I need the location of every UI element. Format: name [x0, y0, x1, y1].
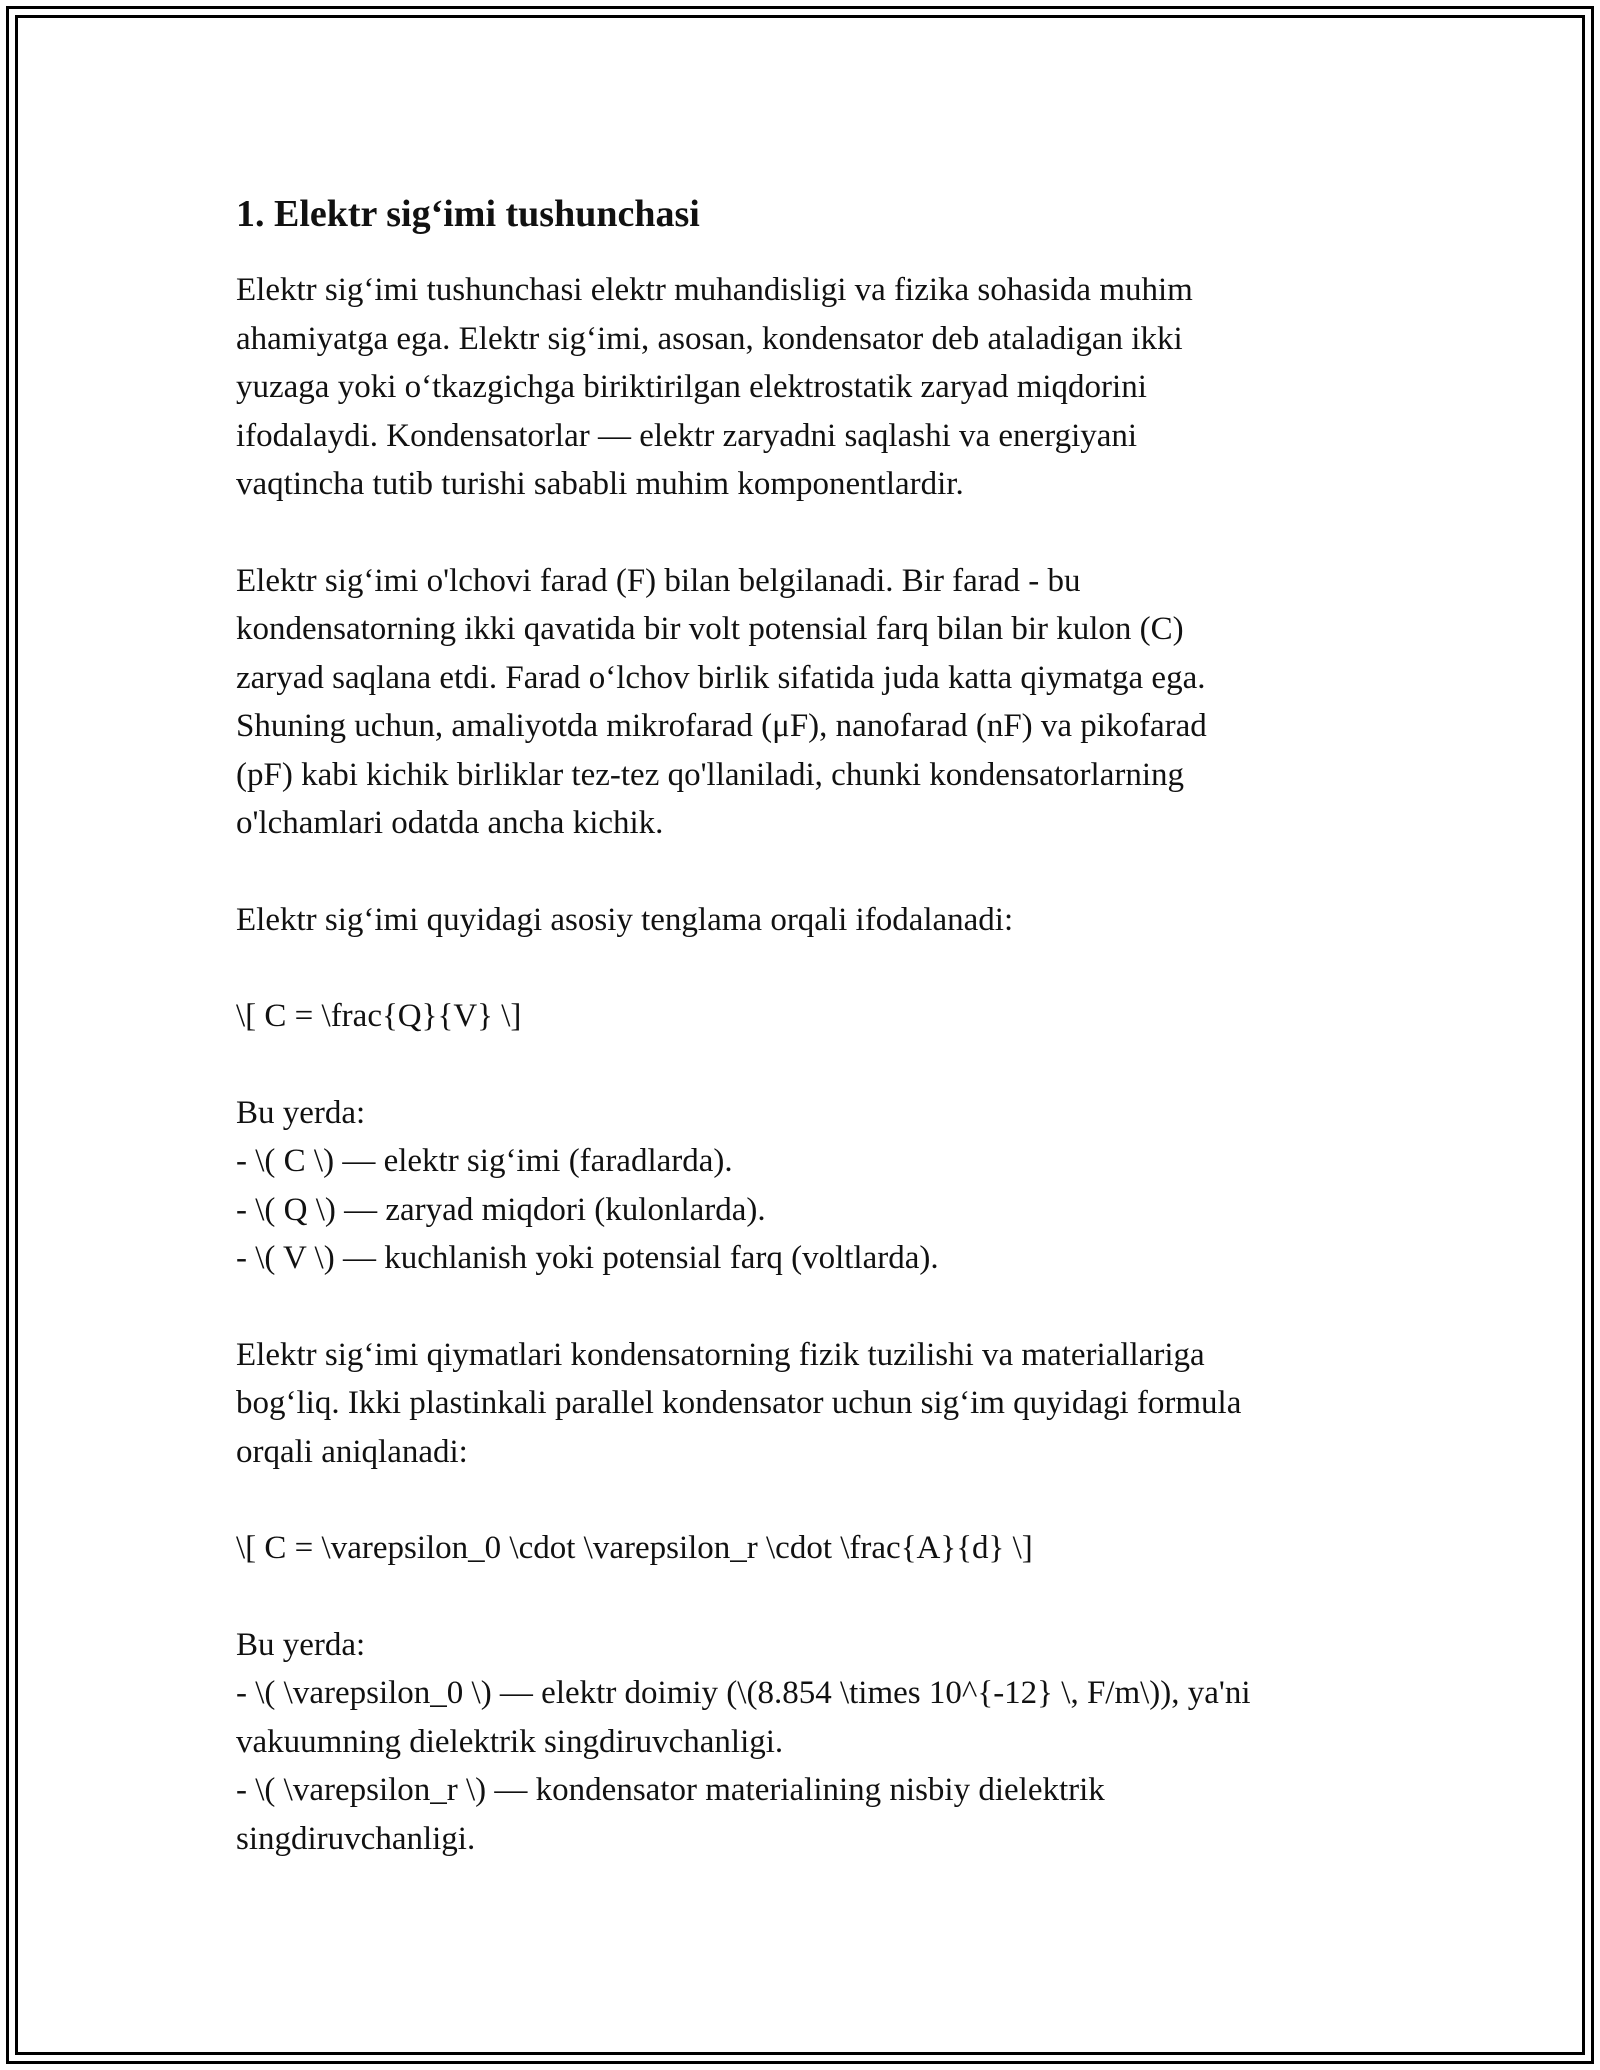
text-line: vaqtincha tutib turishi sababli muhim komponentlardir.	[236, 466, 964, 502]
document-body	[236, 188, 1376, 1911]
definition-item: - \( V \) — kuchlanish yoki potensial farq (voltlarda).	[236, 1240, 939, 1276]
text-line: Elektr sig‘imi quyidagi asosiy tenglama orqali ifodalanadi:	[236, 901, 1014, 938]
paragraph-equation-intro	[236, 896, 1376, 945]
definitions-list-2	[236, 1621, 1376, 1864]
definitions-list-1	[236, 1089, 1376, 1283]
text-line: vakuumning dielektrik singdiruvchanligi.	[236, 1723, 784, 1760]
paragraph-parallel-plate	[236, 1331, 1376, 1477]
text-line: singdiruvchanligi.	[236, 1820, 476, 1857]
definition-item: - \( Q \) — zaryad miqdori (kulonlarda).	[236, 1191, 766, 1228]
text-line: Elektr sig‘imi tushunchasi elektr muhandisligi va fizika sohasida muhim	[236, 272, 1193, 308]
text-line: Bu yerda:	[236, 1094, 366, 1131]
equation-parallel-plate	[236, 1524, 1376, 1573]
text-line: kondensatorning ikki qavatida bir volt potensial farq bilan bir kulon (C)	[236, 611, 1184, 647]
text-line: Bu yerda:	[236, 1626, 366, 1663]
text-line: Elektr sig‘imi qiymatlari kondensatorning fizik tuzilishi va materiallariga	[236, 1336, 1205, 1373]
section-heading: 1. Elektr sig‘imi tushunchasi	[236, 193, 700, 235]
text-line: Elektr sig‘imi o'lchovi farad (F) bilan belgilanadi. Bir farad - bu	[236, 562, 1081, 599]
formula-line: \[ C = \frac{Q}{V} \]	[236, 998, 522, 1034]
paragraph-units	[236, 557, 1376, 848]
text-line: (pF) kabi kichik birliklar tez-tez qo'llaniladi, chunki kondensatorlarning	[236, 756, 1185, 793]
definition-item: - \( \varepsilon_0 \) — elektr doimiy (\(8.854 \times 10^{-12} \, F/m\)), ya'ni	[236, 1675, 1251, 1711]
text-line: orqali aniqlanadi:	[236, 1433, 468, 1470]
formula-line: \[ C = \varepsilon_0 \cdot \varepsilon_r \cdot \frac{A}{d} \]	[236, 1530, 1033, 1566]
text-line: o'lchamlari odatda ancha kichik.	[236, 805, 664, 841]
text-line: ifodalaydi. Kondensatorlar — elektr zaryadni saqlashi va energiyani	[236, 417, 1138, 454]
text-line: Shuning uchun, amaliyotda mikrofarad (μF), nanofarad (nF) va pikofarad	[236, 708, 1207, 744]
equation-capacitance	[236, 992, 1376, 1041]
definition-item: - \( C \) — elektr sig‘imi (faradlarda).	[236, 1143, 733, 1179]
text-line: bog‘liq. Ikki plastinkali parallel kondensator uchun sig‘im quyidagi formula	[236, 1385, 1242, 1421]
text-line: ahamiyatga ega. Elektr sig‘imi, asosan, kondensator deb ataladigan ikki	[236, 320, 1183, 357]
definition-item: - \( \varepsilon_r \) — kondensator materialining nisbiy dielektrik	[236, 1772, 1105, 1808]
paragraph-intro	[236, 266, 1376, 509]
text-line: zaryad saqlana etdi. Farad o‘lchov birlik sifatida juda katta qiymatga ega.	[236, 659, 1206, 696]
text-line: yuzaga yoki o‘tkazgichga biriktirilgan elektrostatik zaryad miqdorini	[236, 369, 1147, 405]
